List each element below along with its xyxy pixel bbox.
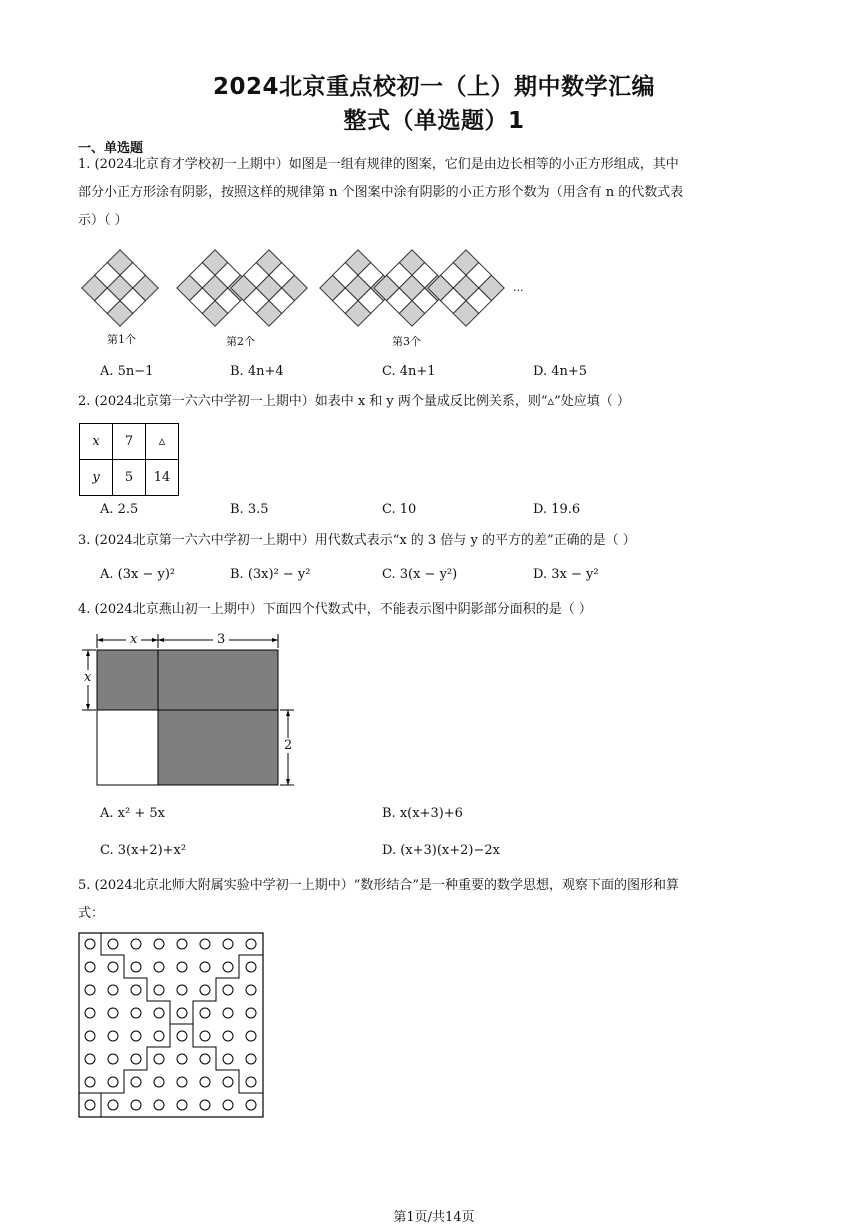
page-title: 2024北京重点校初一（上）期中数学汇编 bbox=[212, 74, 655, 100]
grid-circle bbox=[200, 1031, 210, 1041]
grid-circle bbox=[85, 1077, 95, 1087]
grid-circle bbox=[154, 1031, 164, 1041]
grid-circle bbox=[131, 1031, 141, 1041]
q2-option-b[interactable]: B. 3.5 bbox=[230, 502, 269, 517]
grid-circle bbox=[108, 1031, 118, 1041]
q1-option-a[interactable]: A. 5n−1 bbox=[100, 364, 154, 379]
grid-circle bbox=[200, 1077, 210, 1087]
grid-circle bbox=[177, 1077, 187, 1087]
grid-circle bbox=[85, 962, 95, 972]
proportion-table bbox=[79, 423, 179, 496]
grid-circle bbox=[154, 939, 164, 949]
question-1-line-2: 部分小正方形涂有阴影，按照这样的规律第 n 个图案中涂有阴影的小正方形个数为（用含有 n 的代数式表 bbox=[78, 185, 684, 200]
grid-circle bbox=[154, 962, 164, 972]
q1-option-c[interactable]: C. 4n+1 bbox=[382, 364, 436, 379]
grid-circle bbox=[154, 1100, 164, 1110]
grid-circle bbox=[131, 1054, 141, 1064]
label-x-top: x bbox=[126, 632, 141, 647]
page-footer: 第1页/共14页 bbox=[393, 1210, 475, 1225]
question-4-text: 4. (2024北京燕山初一上期中）下面四个代数式中，不能表示图中阴影部分面积的是（ ） bbox=[78, 602, 592, 617]
grid-circle bbox=[154, 985, 164, 995]
question-1-line-1: 1. (2024北京育才学校初一上期中）如图是一组有规律的图案，它们是由边长相等的小正方形组成，其中 bbox=[78, 157, 679, 172]
grid-circle bbox=[154, 1054, 164, 1064]
grid-circle bbox=[246, 1077, 256, 1087]
grid-circle bbox=[246, 1054, 256, 1064]
question-2-text: 2. (2024北京第一六六中学初一上期中）如表中 x 和 y 两个量成反比例关系，则“▵”处应填（ ） bbox=[78, 394, 630, 409]
grid-circle bbox=[131, 939, 141, 949]
caption-pattern-3: 第3个 bbox=[392, 335, 421, 348]
grid-circle bbox=[246, 985, 256, 995]
q2-option-c[interactable]: C. 10 bbox=[382, 502, 417, 517]
circle-grid-figure bbox=[78, 932, 266, 1120]
grid-circle bbox=[108, 1100, 118, 1110]
q2-option-a[interactable]: A. 2.5 bbox=[100, 502, 139, 517]
question-1-text bbox=[78, 151, 790, 235]
grid-circle bbox=[223, 985, 233, 995]
grid-circle bbox=[223, 1054, 233, 1064]
grid-circle bbox=[246, 962, 256, 972]
q4-option-c[interactable]: C. 3(x+2)+x² bbox=[100, 843, 187, 858]
grid-circle bbox=[223, 1031, 233, 1041]
grid-circle bbox=[177, 1100, 187, 1110]
grid-circle bbox=[131, 1100, 141, 1110]
pattern-figure bbox=[80, 248, 550, 348]
q3-option-b[interactable]: B. (3x)² − y² bbox=[230, 567, 311, 582]
grid-circle bbox=[177, 1054, 187, 1064]
table-row bbox=[80, 424, 179, 460]
question-5-line-1: 5. (2024北京北师大附属实验中学初一上期中）“数形结合”是一种重要的数学思想，观察下面的图形和算 bbox=[78, 878, 679, 893]
grid-circle bbox=[223, 1100, 233, 1110]
q1-option-d[interactable]: D. 4n+5 bbox=[533, 364, 588, 379]
table-cell: x bbox=[80, 424, 113, 460]
q4-option-a[interactable]: A. x² + 5x bbox=[100, 806, 165, 821]
table-cell: ▵ bbox=[146, 424, 179, 460]
question-3-text: 3. (2024北京第一六六中学初一上期中）用代数式表示“x 的 3 倍与 y 的平方的差”正确的是（ ） bbox=[78, 533, 636, 548]
grid-circle bbox=[177, 1031, 187, 1041]
grid-circle bbox=[108, 1008, 118, 1018]
table-cell: 7 bbox=[113, 424, 146, 460]
grid-circle bbox=[246, 1100, 256, 1110]
grid-circle bbox=[200, 1054, 210, 1064]
table-cell: y bbox=[80, 460, 113, 496]
caption-pattern-1: 第1个 bbox=[107, 333, 136, 346]
grid-circle bbox=[246, 1008, 256, 1018]
area-figure bbox=[74, 630, 304, 790]
table-cell: 5 bbox=[113, 460, 146, 496]
grid-circle bbox=[108, 985, 118, 995]
grid-circle bbox=[177, 1008, 187, 1018]
grid-circle bbox=[177, 939, 187, 949]
label-two: 2 bbox=[284, 738, 293, 753]
q1-option-b[interactable]: B. 4n+4 bbox=[230, 364, 284, 379]
grid-circle bbox=[85, 1100, 95, 1110]
q4-option-b[interactable]: B. x(x+3)+6 bbox=[382, 806, 463, 821]
grid-circle bbox=[85, 985, 95, 995]
grid-circle bbox=[223, 962, 233, 972]
q3-option-a[interactable]: A. (3x − y)² bbox=[100, 567, 176, 582]
grid-circle bbox=[108, 939, 118, 949]
grid-circle bbox=[154, 1008, 164, 1018]
grid-circle bbox=[85, 1008, 95, 1018]
grid-circle bbox=[177, 962, 187, 972]
grid-circle bbox=[85, 1054, 95, 1064]
label-x-left: x bbox=[84, 670, 92, 685]
grid-circle bbox=[131, 1077, 141, 1087]
grid-circle bbox=[223, 1077, 233, 1087]
section-heading: 一、单选题 bbox=[78, 141, 144, 156]
grid-circle bbox=[85, 939, 95, 949]
question-5-text bbox=[78, 872, 790, 928]
question-5-line-2: 式： bbox=[78, 906, 105, 921]
ellipsis: ··· bbox=[513, 284, 524, 297]
grid-circle bbox=[131, 1008, 141, 1018]
grid-circle bbox=[131, 985, 141, 995]
grid-circle bbox=[246, 939, 256, 949]
grid-circle bbox=[200, 1100, 210, 1110]
grid-circle bbox=[131, 962, 141, 972]
table-row bbox=[80, 460, 179, 496]
grid-circle bbox=[246, 1031, 256, 1041]
q3-option-c[interactable]: C. 3(x − y²) bbox=[382, 567, 458, 582]
grid-circle bbox=[85, 1031, 95, 1041]
grid-circle bbox=[108, 1054, 118, 1064]
grid-circle bbox=[223, 939, 233, 949]
q4-option-d[interactable]: D. (x+3)(x+2)−2x bbox=[382, 843, 500, 858]
q2-option-d[interactable]: D. 19.6 bbox=[533, 502, 581, 517]
grid-circle bbox=[223, 1008, 233, 1018]
grid-circle bbox=[200, 939, 210, 949]
grid-circle bbox=[200, 1008, 210, 1018]
label-three: 3 bbox=[213, 632, 229, 647]
q3-option-d[interactable]: D. 3x − y² bbox=[533, 567, 599, 582]
table-cell: 14 bbox=[146, 460, 179, 496]
page-subtitle: 整式（单选题）1 bbox=[343, 108, 525, 134]
grid-circle bbox=[200, 962, 210, 972]
grid-circle bbox=[154, 1077, 164, 1087]
caption-pattern-2: 第2个 bbox=[226, 335, 255, 348]
grid-circle bbox=[200, 985, 210, 995]
grid-circle bbox=[177, 985, 187, 995]
grid-circle bbox=[108, 1077, 118, 1087]
question-1-line-3: 示）（ ） bbox=[78, 213, 128, 228]
grid-circle bbox=[108, 962, 118, 972]
